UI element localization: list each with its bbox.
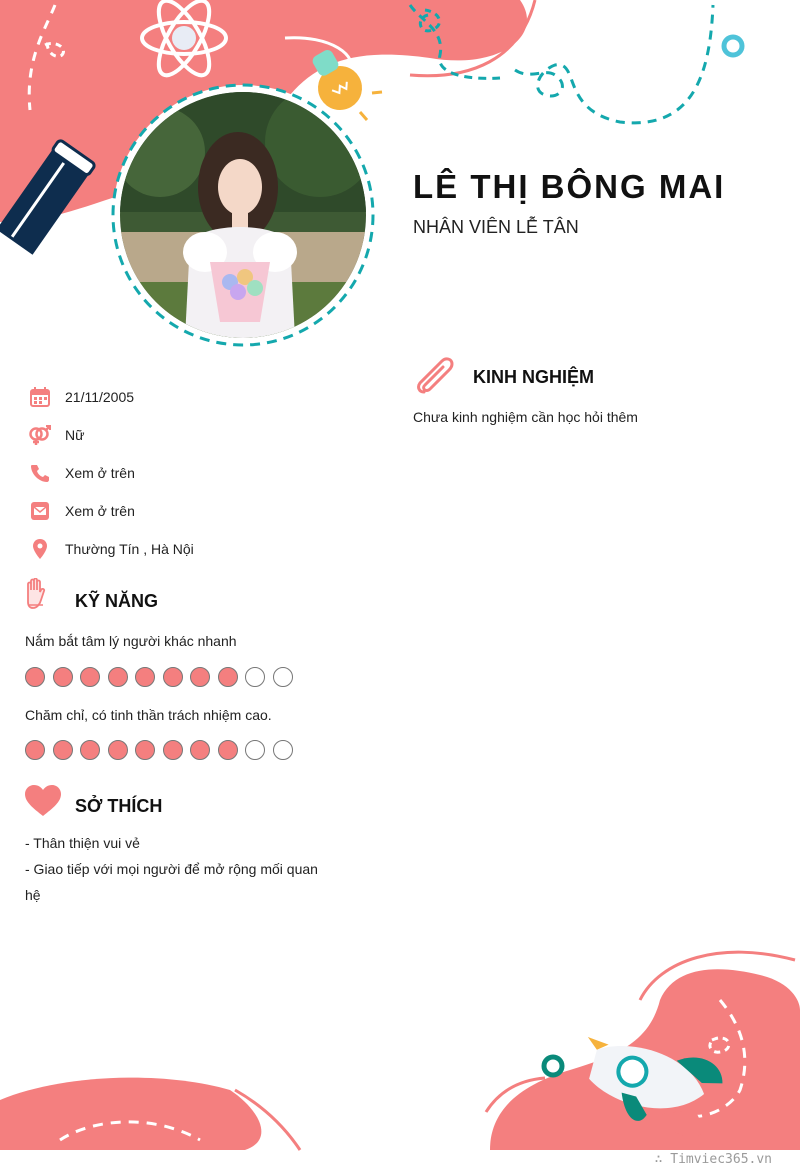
- experience-text: Chưa kinh nghiệm cần học hỏi thêm: [413, 409, 638, 425]
- email-value: Xem ở trên: [65, 503, 135, 519]
- rating-dot: [190, 740, 210, 760]
- rating-dot: [108, 740, 128, 760]
- skills-title: KỸ NĂNG: [75, 591, 159, 611]
- rating-dot: [135, 740, 155, 760]
- profile-photo: [120, 92, 366, 338]
- rating-dot: [25, 740, 45, 760]
- rating-dot: [80, 740, 100, 760]
- experience-title: KINH NGHIỆM: [473, 367, 594, 387]
- rating-dot: [218, 667, 238, 687]
- rating-dot: [163, 740, 183, 760]
- birthday-value: 21/11/2005: [65, 389, 135, 405]
- rating-dot: [245, 667, 265, 687]
- skill-2-name: Chăm chỉ, có tinh thần trách nhiệm cao.: [25, 707, 272, 723]
- gender-value: Nữ: [65, 427, 85, 443]
- rating-dot: [218, 740, 238, 760]
- address-value: Thường Tín , Hà Nội: [65, 541, 194, 557]
- gender-icon: [28, 423, 52, 447]
- contact-gender: [28, 423, 358, 447]
- job-position: NHÂN VIÊN LỄ TÂN: [413, 217, 579, 237]
- candidate-name: LÊ THỊ BÔNG MAI: [413, 168, 726, 205]
- rating-dot: [53, 740, 73, 760]
- watermark-text: Timviec365.vn: [670, 1152, 772, 1167]
- phone-value: Xem ở trên: [65, 465, 135, 481]
- phone-icon: [28, 461, 52, 485]
- rating-dot: [108, 667, 128, 687]
- hobbies-title: SỞ THÍCH: [75, 796, 163, 816]
- rating-dot: [273, 667, 293, 687]
- contact-phone: [28, 461, 358, 485]
- skill-2-rating: [25, 740, 293, 760]
- skill-1-rating: [25, 667, 293, 687]
- rating-dot: [190, 667, 210, 687]
- avatar: [110, 82, 376, 348]
- calendar-icon: [28, 385, 52, 409]
- hobby-line-1: - Thân thiện vui vẻ: [25, 835, 140, 851]
- hobby-line-2: - Giao tiếp với mọi người để mở rộng mối quan hệ: [25, 861, 318, 903]
- skill-1-name: Nắm bắt tâm lý người khác nhanh: [25, 633, 237, 649]
- mail-icon: [28, 499, 52, 523]
- contact-address: [28, 537, 358, 561]
- paperclip-icon: [416, 356, 458, 401]
- rating-dot: [25, 667, 45, 687]
- heart-icon: [25, 785, 61, 822]
- contact-email: [28, 499, 358, 523]
- rating-dot: [163, 667, 183, 687]
- rating-dot: [53, 667, 73, 687]
- rating-dot: [245, 740, 265, 760]
- rating-dot: [273, 740, 293, 760]
- hand-icon: [24, 578, 48, 615]
- rating-dot: [135, 667, 155, 687]
- location-pin-icon: [28, 537, 52, 561]
- rating-dot: [80, 667, 100, 687]
- watermark: ∴ Timviec365.vn: [654, 1152, 772, 1167]
- contact-birthday: [28, 385, 358, 409]
